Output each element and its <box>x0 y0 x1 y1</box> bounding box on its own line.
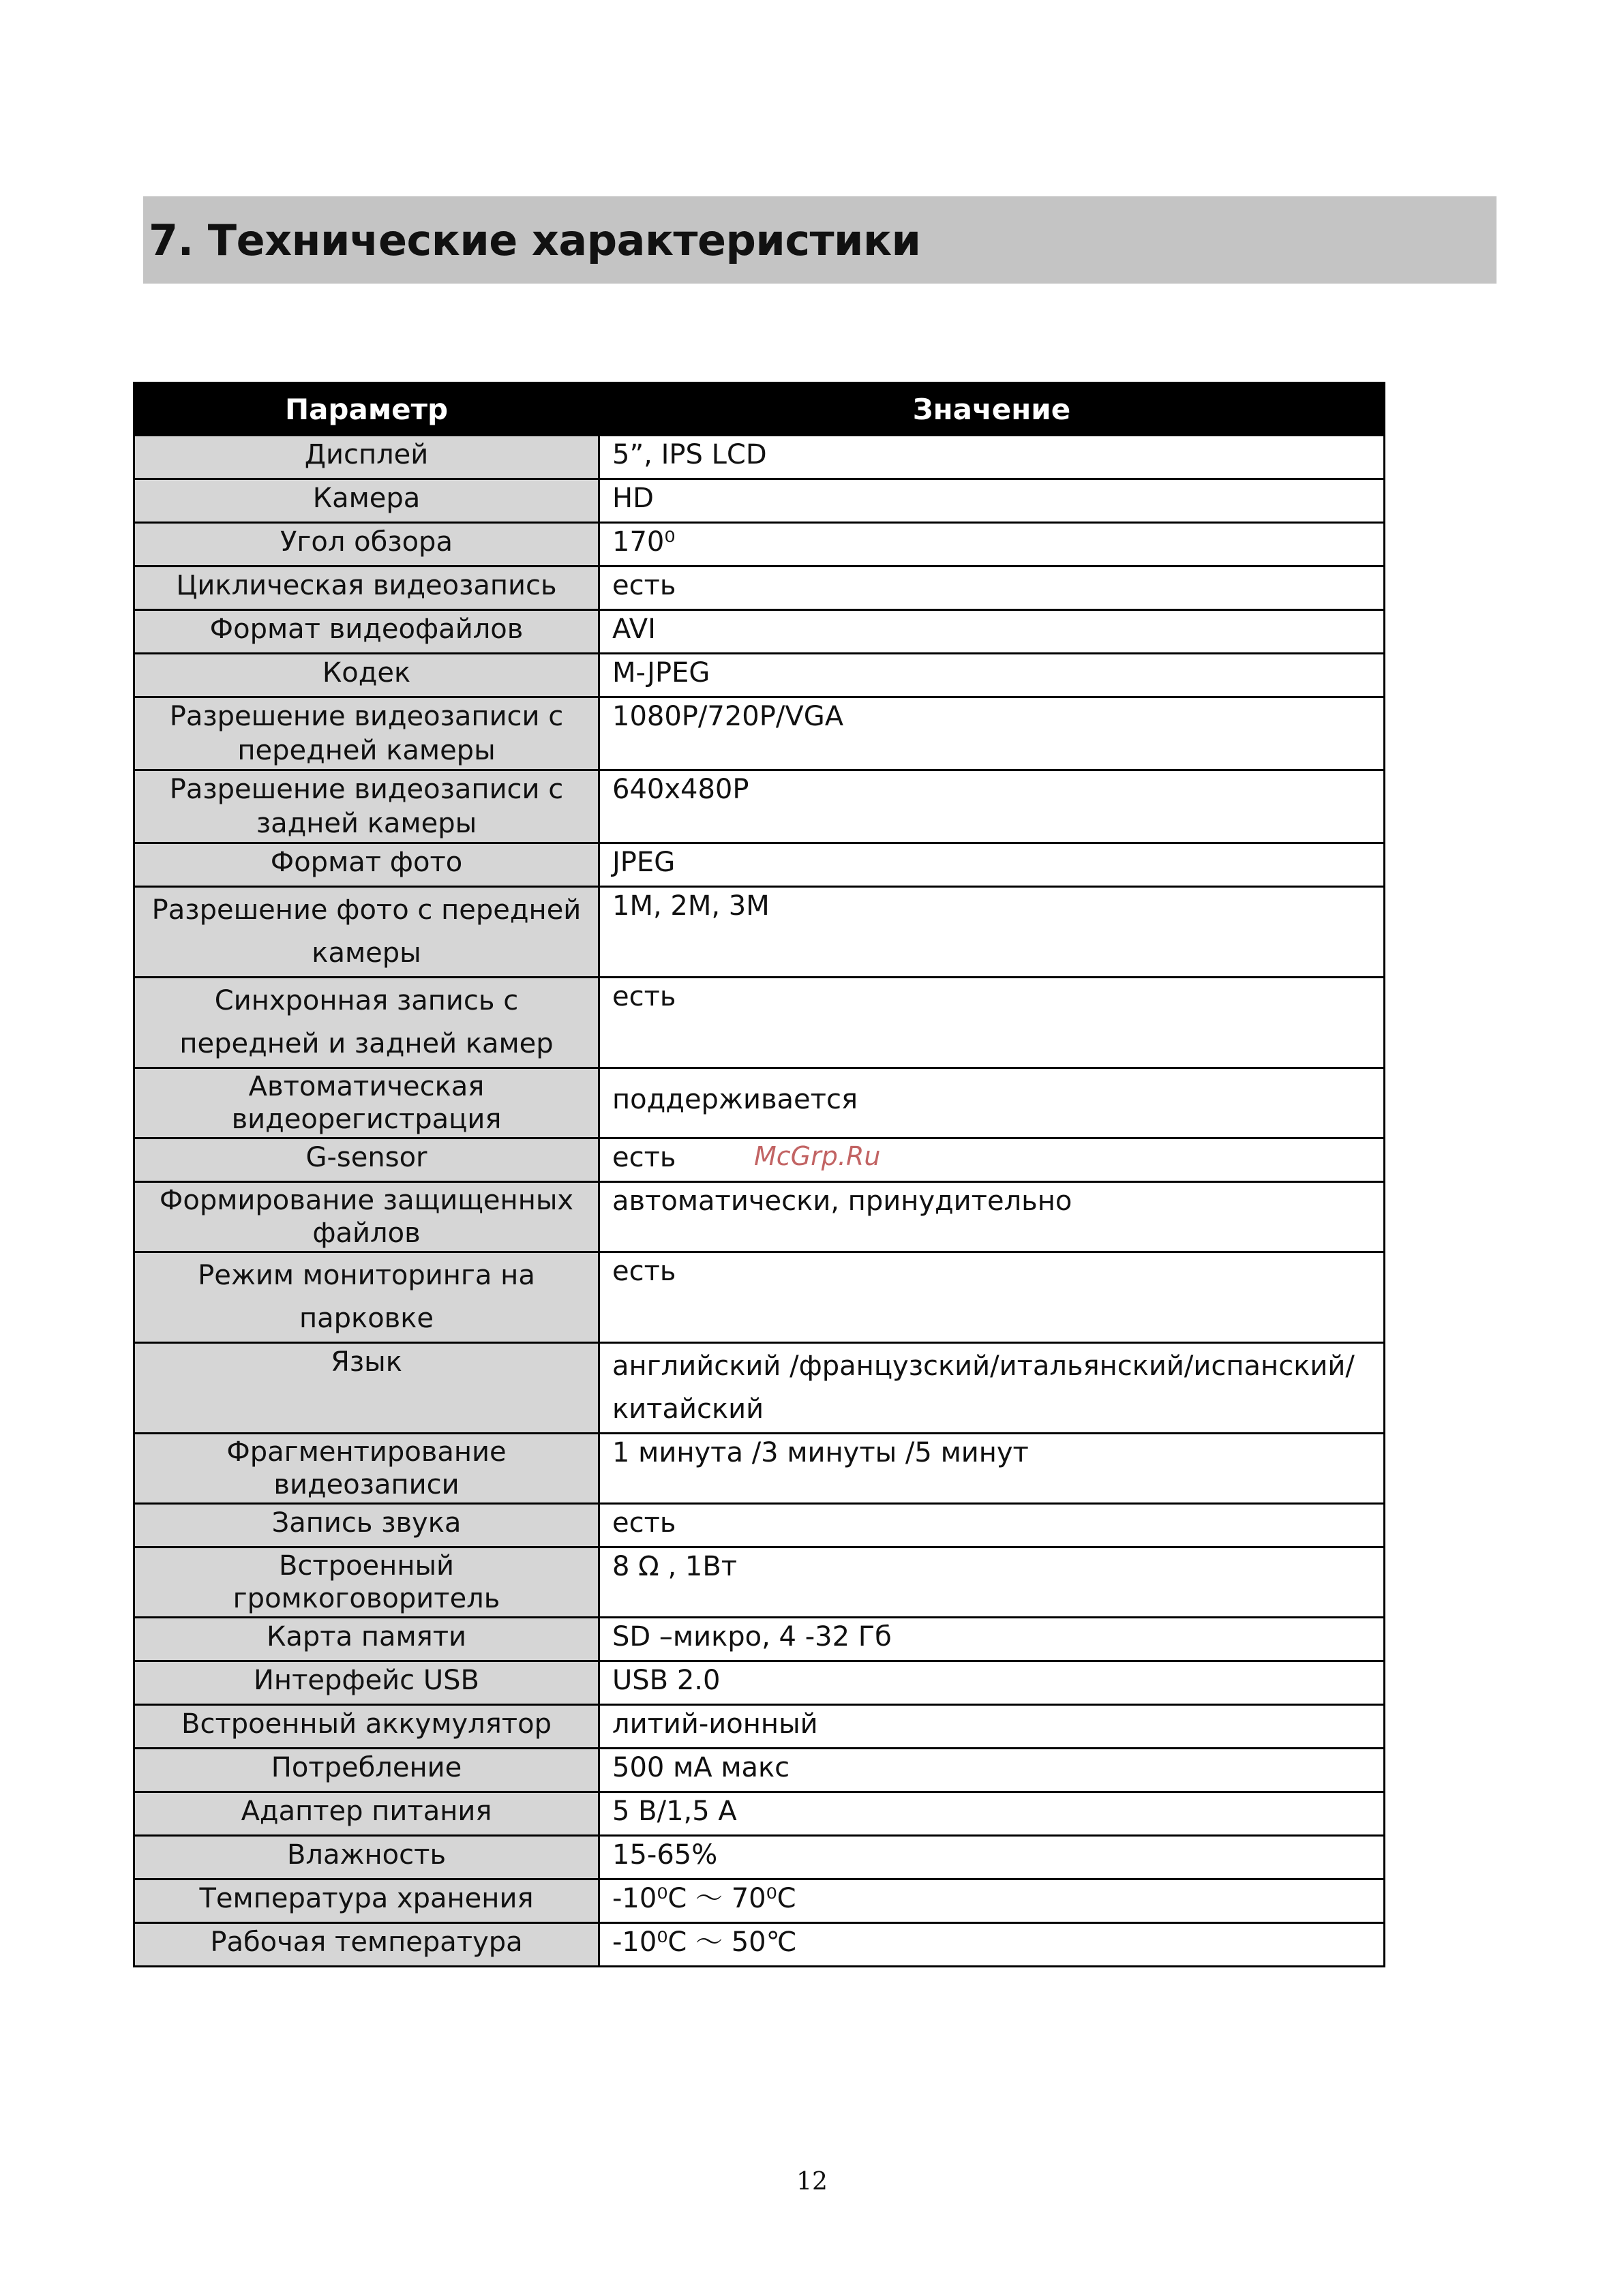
param-cell: G-sensor <box>134 1138 599 1182</box>
param-cell: Запись звука <box>134 1504 599 1547</box>
section-title: 7. Технические характеристики <box>149 215 921 265</box>
param-cell: Угол обзора <box>134 523 599 567</box>
section-header <box>143 196 1497 284</box>
param-cell: Формат видеофайлов <box>134 610 599 654</box>
param-cell: Язык <box>134 1343 599 1434</box>
value-cell: 5 В/1,5 А <box>599 1792 1385 1836</box>
param-cell: Автоматическая видеорегистрация <box>134 1068 599 1138</box>
table-row <box>134 1547 1385 1618</box>
table-row <box>134 1618 1385 1661</box>
value-cell: JPEG <box>599 843 1385 887</box>
param-cell: Разрешение видеозаписи с задней камеры <box>134 770 599 843</box>
param-cell: Дисплей <box>134 436 599 479</box>
value-cell: 1080P/720P/VGA <box>599 697 1385 770</box>
table-row <box>134 978 1385 1068</box>
value-cell: HD <box>599 479 1385 523</box>
table-row <box>134 610 1385 654</box>
value-cell: 500 мА макс <box>599 1749 1385 1792</box>
table-row <box>134 770 1385 843</box>
value-cell: есть <box>599 1504 1385 1547</box>
param-cell: Формат фото <box>134 843 599 887</box>
param-cell: Кодек <box>134 654 599 697</box>
table-row <box>134 1879 1385 1923</box>
value-cell: есть <box>599 1138 1385 1182</box>
table-row <box>134 1182 1385 1252</box>
param-cell: Потребление <box>134 1749 599 1792</box>
param-cell: Циклическая видеозапись <box>134 567 599 610</box>
table-row <box>134 1792 1385 1836</box>
param-cell: Синхронная запись с передней и задней камер <box>134 978 599 1068</box>
value-cell: 640x480P <box>599 770 1385 843</box>
value-cell: есть <box>599 978 1385 1068</box>
page-number: 12 <box>796 2168 828 2196</box>
value-cell: английский /французский/итальянский/испанский/ китайский <box>599 1343 1385 1434</box>
value-cell: AVI <box>599 610 1385 654</box>
value-cell: 5”, IPS LCD <box>599 436 1385 479</box>
value-cell: есть <box>599 1252 1385 1343</box>
table-row <box>134 1434 1385 1504</box>
table-row <box>134 567 1385 610</box>
table-row <box>134 1661 1385 1705</box>
value-cell: 15-65% <box>599 1836 1385 1879</box>
table-row <box>134 1749 1385 1792</box>
param-cell: Формирование защищенных файлов <box>134 1182 599 1252</box>
table-row <box>134 1705 1385 1749</box>
table-row <box>134 1068 1385 1138</box>
table-row <box>134 1504 1385 1547</box>
param-cell: Встроенный громкоговоритель <box>134 1547 599 1618</box>
param-cell: Встроенный аккумулятор <box>134 1705 599 1749</box>
table-row <box>134 523 1385 567</box>
param-cell: Адаптер питания <box>134 1792 599 1836</box>
table-row <box>134 843 1385 887</box>
value-cell: 8 Ω , 1Вт <box>599 1547 1385 1618</box>
table-row <box>134 479 1385 523</box>
table-row <box>134 1343 1385 1434</box>
table-row <box>134 1923 1385 1967</box>
value-cell: -10⁰C ～ 50℃ <box>599 1923 1385 1967</box>
header-value: Значение <box>599 383 1385 436</box>
value-cell: -10⁰C ～ 70⁰C <box>599 1879 1385 1923</box>
table-row <box>134 1252 1385 1343</box>
table-row <box>134 697 1385 770</box>
table-row <box>134 436 1385 479</box>
table-row <box>134 654 1385 697</box>
table-header-row <box>134 383 1385 436</box>
param-cell: Интерфейс USB <box>134 1661 599 1705</box>
param-cell: Режим мониторинга на парковке <box>134 1252 599 1343</box>
value-cell: 1 минута /3 минуты /5 минут <box>599 1434 1385 1504</box>
value-cell: есть <box>599 567 1385 610</box>
table-row <box>134 1836 1385 1879</box>
param-cell: Карта памяти <box>134 1618 599 1661</box>
table-row <box>134 887 1385 978</box>
value-cell: M-JPEG <box>599 654 1385 697</box>
value-cell: поддерживается <box>599 1068 1385 1138</box>
param-cell: Влажность <box>134 1836 599 1879</box>
value-cell: 1M, 2M, 3M <box>599 887 1385 978</box>
value-cell: 170⁰ <box>599 523 1385 567</box>
param-cell: Температура хранения <box>134 1879 599 1923</box>
value-cell: автоматически, принудительно <box>599 1182 1385 1252</box>
value-cell: SD –микро, 4 -32 Гб <box>599 1618 1385 1661</box>
specs-table <box>133 382 1385 1967</box>
header-param: Параметр <box>134 383 599 436</box>
param-cell: Разрешение фото с передней камеры <box>134 887 599 978</box>
value-cell: литий-ионный <box>599 1705 1385 1749</box>
param-cell: Разрешение видеозаписи с передней камеры <box>134 697 599 770</box>
value-cell: USB 2.0 <box>599 1661 1385 1705</box>
param-cell: Камера <box>134 479 599 523</box>
param-cell: Рабочая температура <box>134 1923 599 1967</box>
param-cell: Фрагментирование видеозаписи <box>134 1434 599 1504</box>
watermark: McGrp.Ru <box>754 1141 881 1171</box>
